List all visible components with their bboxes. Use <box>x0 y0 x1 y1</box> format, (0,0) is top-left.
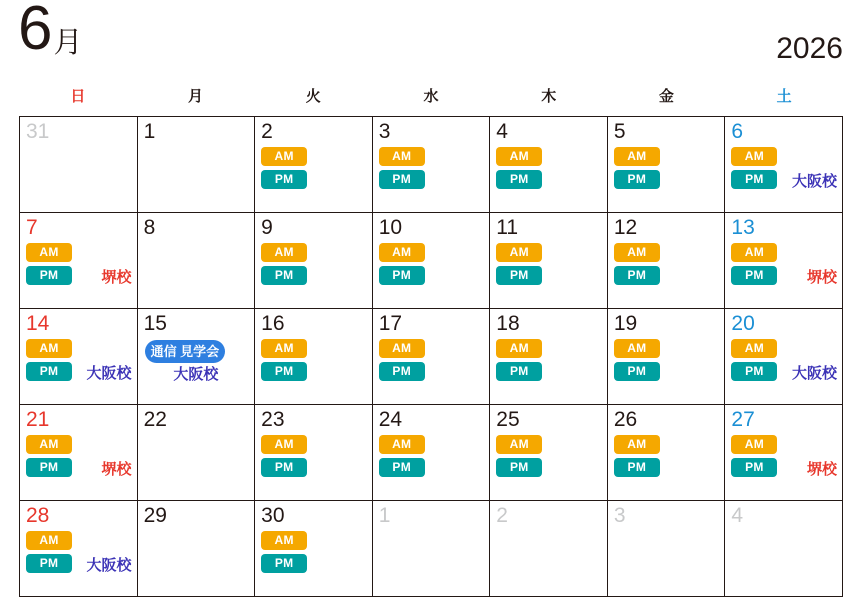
pm-session-chip[interactable]: PM <box>379 362 425 381</box>
session-slots <box>496 339 542 381</box>
calendar-day-cell[interactable] <box>20 405 138 501</box>
calendar-day-cell[interactable] <box>490 405 608 501</box>
day-number: 26 <box>613 408 638 431</box>
pm-session-chip[interactable]: PM <box>261 266 307 285</box>
pm-session-chip[interactable]: PM <box>261 362 307 381</box>
pm-session-chip[interactable]: PM <box>26 266 72 285</box>
pm-session-chip[interactable]: PM <box>614 170 660 189</box>
calendar-day-cell[interactable] <box>20 501 138 597</box>
pm-session-chip[interactable]: PM <box>614 362 660 381</box>
campus-label: 大阪校 <box>791 365 837 382</box>
calendar-day-cell[interactable] <box>20 117 138 213</box>
day-number: 15 <box>143 312 167 335</box>
calendar-day-cell[interactable] <box>608 117 726 213</box>
pm-session-chip[interactable]: PM <box>26 458 72 477</box>
month-number: 6 <box>18 0 52 63</box>
day-number: 25 <box>496 408 520 431</box>
day-number: 4 <box>731 504 744 527</box>
am-session-chip[interactable]: AM <box>731 147 777 166</box>
weekday-friday: 金 <box>658 88 674 105</box>
day-number: 3 <box>378 120 391 143</box>
am-session-chip[interactable]: AM <box>614 147 660 166</box>
session-slots <box>614 147 660 189</box>
session-slots <box>26 531 72 573</box>
day-number: 17 <box>378 312 403 335</box>
day-number: 5 <box>613 120 626 143</box>
am-session-chip[interactable]: AM <box>261 531 307 550</box>
calendar-day-cell[interactable] <box>725 117 843 213</box>
session-slots <box>379 435 425 477</box>
day-number: 13 <box>731 216 755 239</box>
calendar-day-cell[interactable] <box>255 501 373 597</box>
am-session-chip[interactable]: AM <box>379 243 425 262</box>
pm-session-chip[interactable]: PM <box>496 170 542 189</box>
day-number: 21 <box>26 408 50 431</box>
session-slots <box>261 435 307 477</box>
session-slots <box>261 339 307 381</box>
am-session-chip[interactable]: AM <box>379 339 425 358</box>
am-session-chip[interactable]: AM <box>614 243 660 262</box>
day-number: 28 <box>26 504 50 527</box>
pm-session-chip[interactable]: PM <box>379 266 425 285</box>
session-slots <box>614 243 660 285</box>
session-slots <box>731 339 777 381</box>
session-slots <box>731 147 777 189</box>
session-slots <box>26 339 72 381</box>
pm-session-chip[interactable]: PM <box>379 458 425 477</box>
calendar-day-cell[interactable] <box>725 501 843 597</box>
tsushin-open-campus-badge[interactable]: 通信 見学会 <box>145 340 226 363</box>
day-number: 29 <box>143 504 167 527</box>
day-number: 1 <box>378 504 391 527</box>
session-slots <box>731 243 777 285</box>
am-session-chip[interactable]: AM <box>261 435 307 454</box>
calendar-day-cell[interactable] <box>608 213 726 309</box>
pm-session-chip[interactable]: PM <box>496 362 542 381</box>
month-title <box>18 0 83 63</box>
calendar-day-cell[interactable] <box>373 501 491 597</box>
weekday-tuesday: 火 <box>305 88 321 105</box>
pm-session-chip[interactable]: PM <box>261 554 307 573</box>
day-number: 1 <box>143 120 156 143</box>
calendar-day-cell[interactable] <box>725 309 843 405</box>
day-number: 9 <box>261 216 273 239</box>
weekday-saturday: 土 <box>776 88 792 105</box>
calendar-day-cell[interactable] <box>255 309 373 405</box>
day-number: 12 <box>613 216 638 239</box>
day-number: 24 <box>378 408 403 431</box>
session-slots <box>379 243 425 285</box>
campus-label: 大阪校 <box>86 365 132 382</box>
day-number: 20 <box>731 312 755 335</box>
pm-session-chip[interactable]: PM <box>731 362 777 381</box>
am-session-chip[interactable]: AM <box>261 243 307 262</box>
calendar-day-cell[interactable] <box>255 117 373 213</box>
day-number: 18 <box>496 312 520 335</box>
pm-session-chip[interactable]: PM <box>731 170 777 189</box>
day-number: 6 <box>731 120 744 143</box>
weekday-wednesday: 水 <box>423 88 439 105</box>
calendar-day-cell[interactable] <box>725 405 843 501</box>
pm-session-chip[interactable]: PM <box>261 170 307 189</box>
session-slots <box>614 435 660 477</box>
pm-session-chip[interactable]: PM <box>26 554 72 573</box>
day-number: 4 <box>496 120 508 143</box>
day-number: 27 <box>731 408 755 431</box>
am-session-chip[interactable]: AM <box>614 339 660 358</box>
am-session-chip[interactable]: AM <box>261 147 307 166</box>
am-session-chip[interactable]: AM <box>26 531 72 550</box>
campus-label: 堺校 <box>806 461 837 478</box>
weekday-thursday: 木 <box>541 88 557 105</box>
calendar-day-cell[interactable] <box>255 405 373 501</box>
weekday-header-row <box>19 88 843 112</box>
session-slots <box>496 147 542 189</box>
am-session-chip[interactable]: AM <box>379 147 425 166</box>
pm-session-chip[interactable]: PM <box>731 458 777 477</box>
calendar-day-cell[interactable] <box>608 405 726 501</box>
day-number: 31 <box>26 120 50 143</box>
calendar-day-cell[interactable] <box>138 117 256 213</box>
calendar-header <box>0 0 863 88</box>
calendar-day-cell[interactable] <box>255 213 373 309</box>
month-kanji-label: 月 <box>53 27 83 59</box>
am-session-chip[interactable]: AM <box>731 243 777 262</box>
session-slots <box>496 435 542 477</box>
am-session-chip[interactable]: AM <box>731 339 777 358</box>
calendar-day-cell[interactable] <box>490 213 608 309</box>
session-slots <box>261 147 307 189</box>
calendar-day-cell[interactable] <box>608 501 726 597</box>
campus-label: 堺校 <box>101 461 132 478</box>
session-slots <box>261 531 307 573</box>
day-number: 19 <box>613 312 638 335</box>
am-session-chip[interactable]: AM <box>731 435 777 454</box>
calendar-day-cell[interactable] <box>373 117 491 213</box>
calendar-day-cell[interactable] <box>138 309 256 405</box>
day-number: 11 <box>496 216 519 239</box>
am-session-chip[interactable]: AM <box>614 435 660 454</box>
pm-session-chip[interactable]: PM <box>261 458 307 477</box>
calendar-day-cell[interactable] <box>373 405 491 501</box>
am-session-chip[interactable]: AM <box>26 339 72 358</box>
day-number: 7 <box>26 216 38 239</box>
calendar-day-cell[interactable] <box>725 213 843 309</box>
year-label: 2026 <box>776 32 843 65</box>
pm-session-chip[interactable]: PM <box>731 266 777 285</box>
calendar-day-cell[interactable] <box>138 501 256 597</box>
pm-session-chip[interactable]: PM <box>496 458 542 477</box>
campus-label: 堺校 <box>101 269 132 286</box>
pm-session-chip[interactable]: PM <box>26 362 72 381</box>
day-number: 2 <box>261 120 273 143</box>
calendar-day-cell[interactable] <box>138 213 256 309</box>
day-number: 16 <box>261 312 285 335</box>
day-number: 22 <box>143 408 167 431</box>
session-slots <box>26 243 72 285</box>
calendar-day-cell[interactable] <box>373 213 491 309</box>
weekday-sunday: 日 <box>70 88 86 105</box>
session-slots <box>496 243 542 285</box>
am-session-chip[interactable]: AM <box>261 339 307 358</box>
day-number: 8 <box>143 216 156 239</box>
campus-label: 大阪校 <box>86 557 132 574</box>
campus-label: 堺校 <box>806 269 837 286</box>
day-number: 10 <box>378 216 403 239</box>
pm-session-chip[interactable]: PM <box>614 266 660 285</box>
day-number: 14 <box>26 312 50 335</box>
day-number: 30 <box>261 504 285 527</box>
am-session-chip[interactable]: AM <box>379 435 425 454</box>
calendar-grid <box>19 116 843 597</box>
session-slots <box>614 339 660 381</box>
pm-session-chip[interactable]: PM <box>379 170 425 189</box>
calendar-day-cell[interactable] <box>373 309 491 405</box>
calendar-day-cell[interactable] <box>490 117 608 213</box>
pm-session-chip[interactable]: PM <box>614 458 660 477</box>
day-number: 2 <box>496 504 508 527</box>
campus-label: 大阪校 <box>173 366 219 383</box>
session-slots <box>379 147 425 189</box>
am-session-chip[interactable]: AM <box>496 435 542 454</box>
session-slots <box>731 435 777 477</box>
calendar-day-cell[interactable] <box>608 309 726 405</box>
am-session-chip[interactable]: AM <box>26 435 72 454</box>
session-slots <box>26 435 72 477</box>
weekday-monday: 月 <box>188 88 204 105</box>
session-slots <box>379 339 425 381</box>
session-slots <box>261 243 307 285</box>
am-session-chip[interactable]: AM <box>26 243 72 262</box>
calendar-day-cell[interactable] <box>490 309 608 405</box>
calendar-day-cell[interactable] <box>20 213 138 309</box>
calendar-day-cell[interactable] <box>138 405 256 501</box>
calendar-day-cell[interactable] <box>490 501 608 597</box>
am-session-chip[interactable]: AM <box>496 243 542 262</box>
am-session-chip[interactable]: AM <box>496 339 542 358</box>
calendar-day-cell[interactable] <box>20 309 138 405</box>
pm-session-chip[interactable]: PM <box>496 266 542 285</box>
day-number: 3 <box>613 504 626 527</box>
campus-label: 大阪校 <box>791 173 837 190</box>
day-number: 23 <box>261 408 285 431</box>
am-session-chip[interactable]: AM <box>496 147 542 166</box>
